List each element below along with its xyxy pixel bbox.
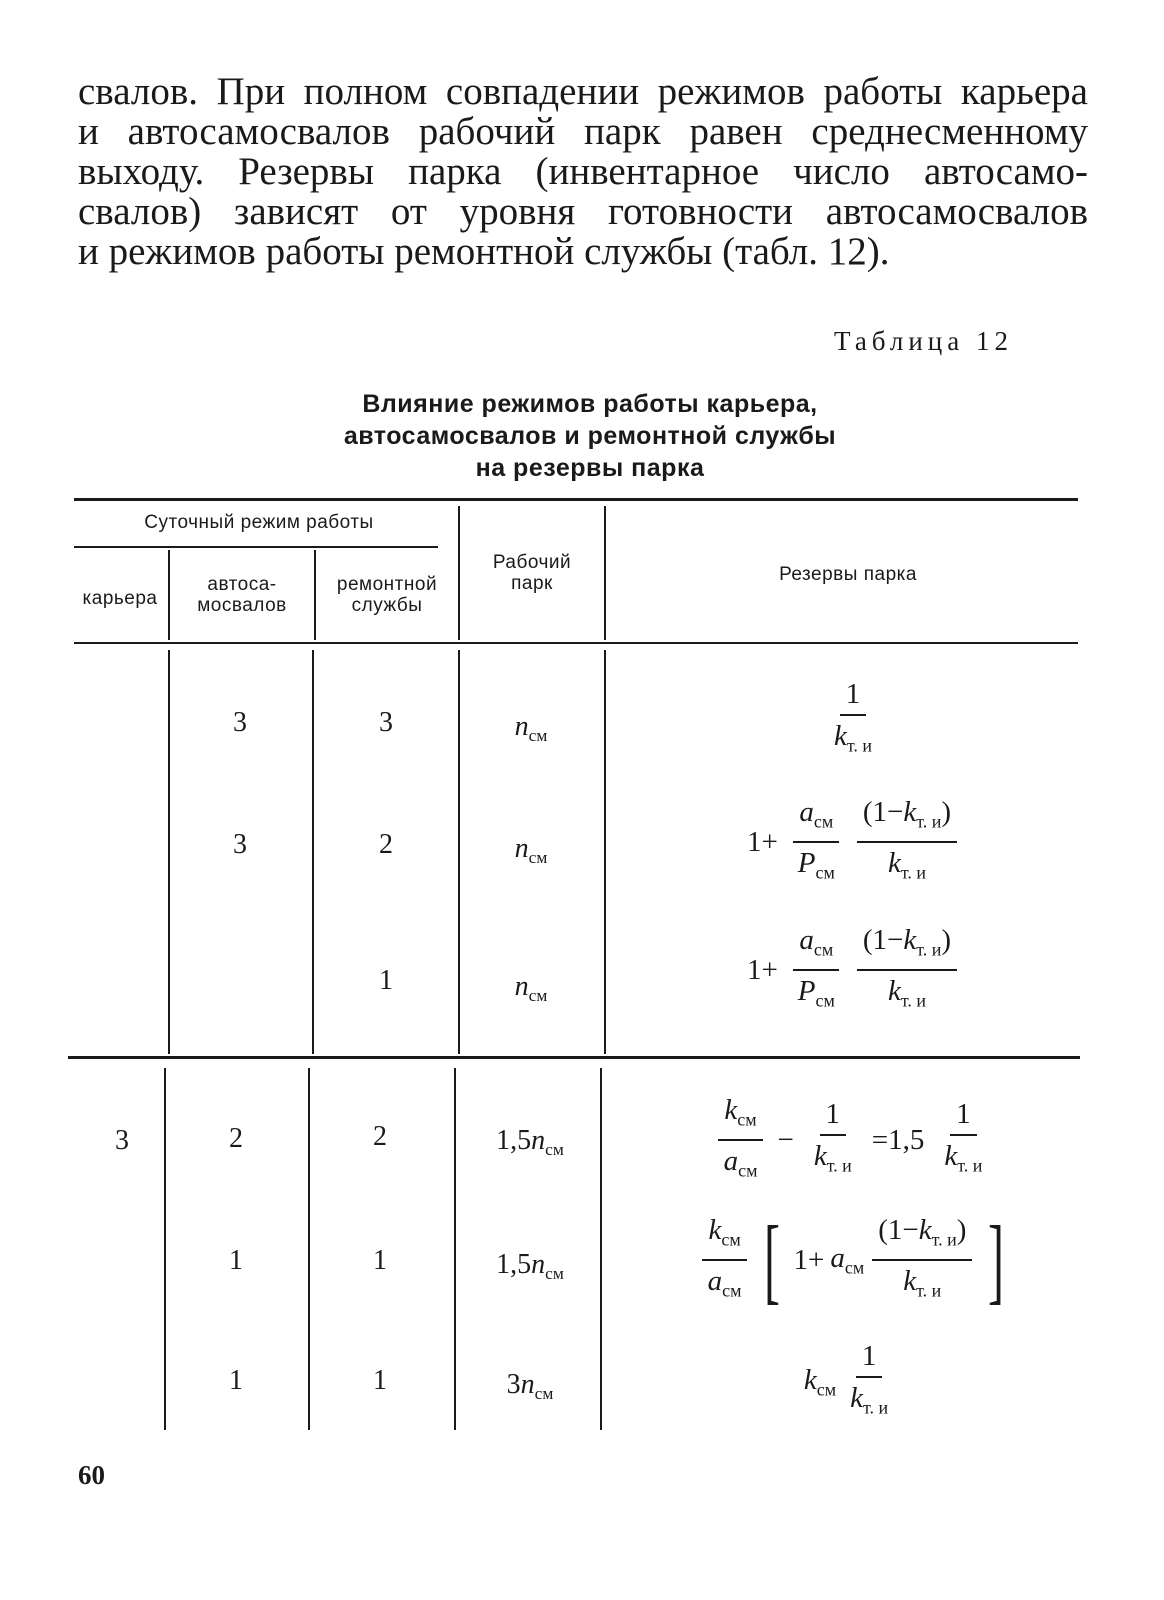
column-divider <box>454 1068 456 1430</box>
formula-row-2: 1+ $\frac{a_{см}}{P_{см}}$ $\frac{(1-k_{т. и})}{k_{т. и}}$ <box>606 782 1100 902</box>
cell-remont: 2 <box>373 1121 387 1152</box>
cell-remont: 3 <box>379 707 393 738</box>
header-karera: карьера <box>82 588 158 609</box>
column-divider <box>600 1068 602 1430</box>
fraction: $\frac{1}{k_{т. и}}$ <box>844 1336 894 1427</box>
formula-row-4: $\frac{k_{см}}{a_{см}}$ − $\frac{1}{k_{т. и}}$ =1,5 $\frac{1}{k_{т. и}}$ <box>606 1080 1100 1200</box>
fraction: $\frac{(1-k_{т. и})}{k_{т. и}}$ <box>857 792 957 893</box>
header-park-line1: Рабочий <box>492 552 572 573</box>
column-divider <box>164 1068 166 1430</box>
header-remont-line1: ремонтной <box>336 574 438 595</box>
paragraph-line: и режимов работы ремонтной службы (табл. 12). <box>78 230 890 273</box>
cell-avto: 3 <box>233 829 247 860</box>
header-park-line2: парк <box>511 573 553 594</box>
formula-row-5: $\frac{k_{см}}{a_{см}}$ [ 1+ $a_{см}$ $\frac{(1-k_{т. и})}{k_{т. и}}$ ] <box>606 1200 1100 1320</box>
body-paragraph <box>78 72 1088 272</box>
header-bottom-rule <box>74 642 1078 644</box>
paragraph-line: свалов. При полном совпадении режимов работы карьера <box>78 70 1088 113</box>
header-group-rule <box>74 546 438 548</box>
fraction: $\frac{(1-k_{т. и})}{k_{т. и}}$ <box>872 1210 972 1311</box>
column-divider <box>458 650 460 1054</box>
header-reserves: Резервы парка <box>779 564 917 585</box>
formula-row-3: 1+ $\frac{a_{см}}{P_{см}}$ $\frac{(1-k_{т. и})}{k_{т. и}}$ <box>606 910 1100 1030</box>
cell-remont: 1 <box>373 1365 387 1396</box>
header-remont <box>316 574 458 616</box>
cell-avto: 3 <box>233 707 247 738</box>
fraction: $\frac{(1-k_{т. и})}{k_{т. и}}$ <box>857 920 957 1021</box>
cell-park: $1,5n_{см}$ <box>496 1125 564 1160</box>
header-avto-line1: автоса- <box>207 574 277 595</box>
cell-park: $n_{см}$ <box>514 971 548 1006</box>
header-remont-line2: службы <box>351 595 423 616</box>
fraction: $\frac{1}{k_{т. и}}$ <box>808 1094 858 1185</box>
cell-avto: 1 <box>229 1245 243 1276</box>
fraction: $\frac{1}{k_{т. и}}$ <box>828 674 878 765</box>
cell-park: $3n_{см}$ <box>506 1369 554 1404</box>
header-rabochiy-park <box>460 552 604 594</box>
cell-remont: 1 <box>379 965 393 996</box>
table-caption <box>250 388 930 484</box>
column-divider <box>312 650 314 1054</box>
header-group-title: Суточный режим работы <box>144 512 374 533</box>
fraction: $\frac{a_{см}}{P_{см}}$ <box>792 792 841 893</box>
cell-park: $n_{см}$ <box>514 833 548 868</box>
cell-avto: 2 <box>229 1123 243 1154</box>
fraction: $\frac{1}{k_{т. и}}$ <box>938 1094 988 1185</box>
caption-line: автосамосвалов и ремонтной службы <box>343 422 837 450</box>
table-number-label: Таблица 12 <box>834 326 1013 356</box>
table-top-rule <box>74 498 1078 501</box>
column-divider <box>308 1068 310 1430</box>
formula-row-1 <box>606 660 1100 780</box>
cell-remont: 2 <box>379 829 393 860</box>
paragraph-line: и автосамосвалов рабочий парк равен среднесменному <box>78 110 1088 153</box>
fraction: $\frac{k_{см}}{a_{см}}$ <box>718 1090 764 1191</box>
fraction: $\frac{a_{см}}{P_{см}}$ <box>792 920 841 1021</box>
caption-line: Влияние режимов работы карьера, <box>362 390 818 418</box>
page-number: 60 <box>78 1460 105 1490</box>
cell-park: $n_{см}$ <box>514 711 548 746</box>
header-avto <box>170 574 314 616</box>
formula-row-6: $k_{см}$ $\frac{1}{k_{т. и}}$ <box>606 1322 1100 1442</box>
fraction: $\frac{k_{см}}{a_{см}}$ <box>702 1210 748 1311</box>
caption-line: на резервы парка <box>475 454 705 482</box>
column-divider <box>168 650 170 1054</box>
header-avto-line2: мосвалов <box>197 595 287 616</box>
paragraph-line: выходу. Резервы парка (инвентарное число автосамо- <box>78 150 1088 193</box>
cell-park: $1,5n_{см}$ <box>496 1249 564 1284</box>
paragraph-line: свалов) зависят от уровня готовности автосамосвалов <box>78 190 1088 233</box>
cell-avto: 1 <box>229 1365 243 1396</box>
section-divider-rule <box>68 1056 1080 1059</box>
cell-remont: 1 <box>373 1245 387 1276</box>
cell-karera: 3 <box>115 1125 129 1156</box>
